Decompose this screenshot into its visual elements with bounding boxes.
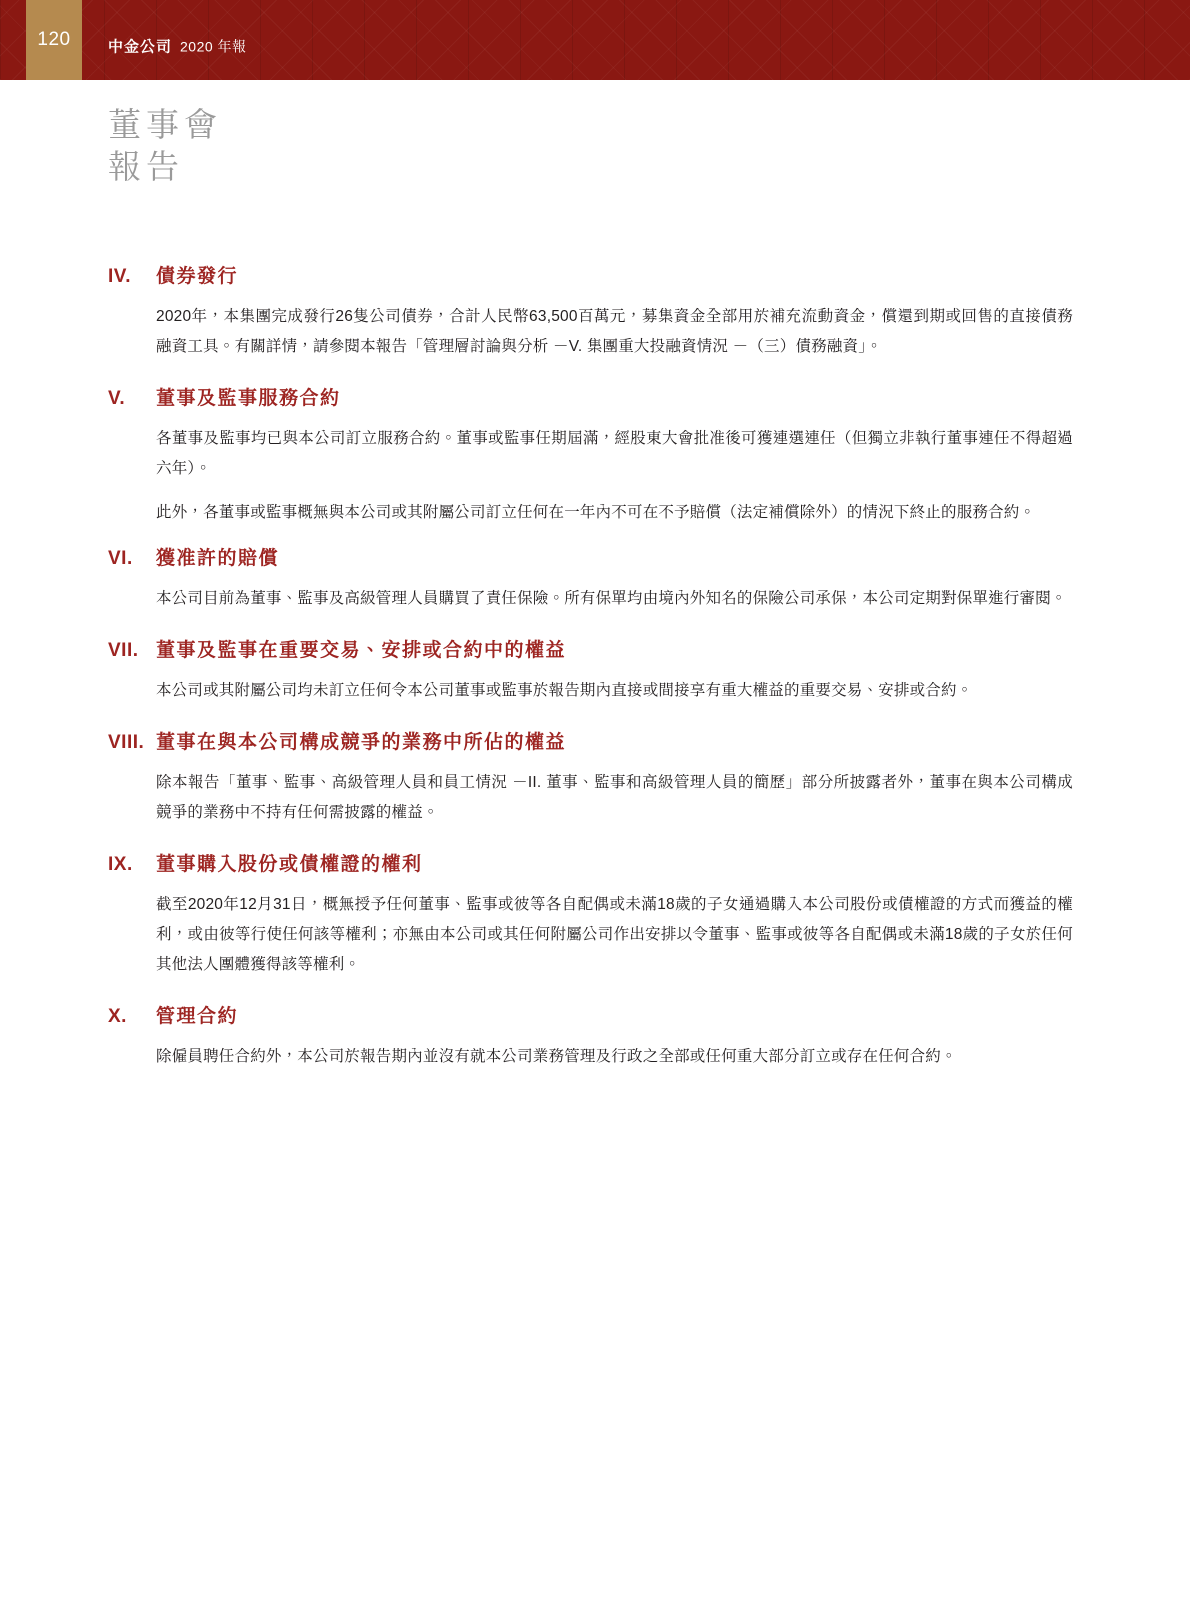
section-body bbox=[156, 424, 1073, 528]
section-title: 董事在與本公司構成競爭的業務中所佔的權益 bbox=[156, 732, 567, 753]
section-number: IV. bbox=[108, 266, 131, 287]
section-title: 董事及監事服務合約 bbox=[156, 388, 341, 409]
section-number: IX. bbox=[108, 854, 133, 875]
section-heading bbox=[108, 384, 1073, 414]
section-title: 董事購入股份或債權證的權利 bbox=[156, 854, 423, 875]
section-body bbox=[156, 1042, 1073, 1072]
section-service-contracts bbox=[108, 384, 1073, 528]
section-rights-to-acquire-shares bbox=[108, 850, 1073, 980]
section-number: VIII. bbox=[108, 732, 145, 753]
page-number-box bbox=[26, 0, 82, 80]
document-body bbox=[108, 262, 1073, 1078]
section-heading bbox=[108, 1002, 1073, 1032]
paragraph: 各董事及監事均已與本公司訂立服務合約。董事或監事任期屆滿，經股東大會批准後可獲連選連任（但獨立非執行董事連任不得超過六年）。 bbox=[156, 430, 1073, 477]
section-heading bbox=[108, 728, 1073, 758]
section-title: 管理合約 bbox=[156, 1006, 239, 1027]
section-competing-business-interests bbox=[108, 728, 1073, 828]
section-heading bbox=[108, 636, 1073, 666]
paragraph: 此外，各董事或監事概無與本公司或其附屬公司訂立任何在一年內不可在不予賠償（法定補償除外）的情況下終止的服務合約。 bbox=[156, 504, 1036, 521]
section-number: VII. bbox=[108, 640, 139, 661]
section-title: 債券發行 bbox=[156, 266, 239, 287]
paragraph: 本公司或其附屬公司均未訂立任何令本公司董事或監事於報告期內直接或間接享有重大權益的重要交易、安排或合約。 bbox=[156, 682, 973, 699]
section-body bbox=[156, 890, 1073, 980]
chapter-title bbox=[108, 104, 222, 188]
section-heading bbox=[108, 544, 1073, 574]
section-management-contracts bbox=[108, 1002, 1073, 1072]
header-running-title bbox=[108, 36, 247, 57]
section-permitted-indemnity bbox=[108, 544, 1073, 614]
section-body bbox=[156, 302, 1073, 362]
page-number: 120 bbox=[37, 29, 71, 50]
section-body bbox=[156, 584, 1073, 614]
paragraph: 本公司目前為董事、監事及高級管理人員購買了責任保險。所有保單均由境內外知名的保險公司承保，本公司定期對保單進行審閱。 bbox=[156, 590, 1067, 607]
page-header bbox=[0, 0, 1190, 80]
section-body bbox=[156, 676, 1073, 706]
paragraph: 截至2020年12月31日，概無授予任何董事、監事或彼等各自配偶或未滿18歲的子女通過購入本公司股份或債權證的方式而獲益的權利，或由彼等行使任何該等權利；亦無由本公司或其任何附屬公司作出安排以令董事、監事或彼等各自配偶或未滿18歲的子女於任何其他法人團體獲得該等權利。 bbox=[156, 896, 1073, 973]
header-report-year: 2020 年報 bbox=[180, 38, 247, 55]
section-bond-issuance bbox=[108, 262, 1073, 362]
section-body bbox=[156, 768, 1073, 828]
chapter-title-line-1: 董事會 bbox=[108, 105, 222, 144]
section-interests-in-transactions bbox=[108, 636, 1073, 706]
paragraph: 除僱員聘任合約外，本公司於報告期內並沒有就本公司業務管理及行政之全部或任何重大部分訂立或存在任何合約。 bbox=[156, 1048, 957, 1065]
paragraph: 除本報告「董事、監事、高級管理人員和員工情況 －II. 董事、監事和高級管理人員的簡歷」部分所披露者外，董事在與本公司構成競爭的業務中不持有任何需披露的權益。 bbox=[156, 774, 1073, 821]
section-number: V. bbox=[108, 388, 126, 409]
section-title: 獲准許的賠償 bbox=[156, 548, 280, 569]
paragraph: 2020年，本集團完成發行26隻公司債券，合計人民幣63,500百萬元，募集資金全部用於補充流動資金，償還到期或回售的直接債務融資工具。有關詳情，請參閱本報告「管理層討論與分析 －V. 集團重大投融資情況 －（三）債務融資」。 bbox=[156, 308, 1073, 355]
chapter-title-line-2: 報告 bbox=[108, 147, 184, 186]
header-company-name: 中金公司 bbox=[108, 38, 173, 56]
section-number: VI. bbox=[108, 548, 133, 569]
section-heading bbox=[108, 262, 1073, 292]
section-title: 董事及監事在重要交易、安排或合約中的權益 bbox=[156, 640, 567, 661]
section-number: X. bbox=[108, 1006, 127, 1027]
section-heading bbox=[108, 850, 1073, 880]
